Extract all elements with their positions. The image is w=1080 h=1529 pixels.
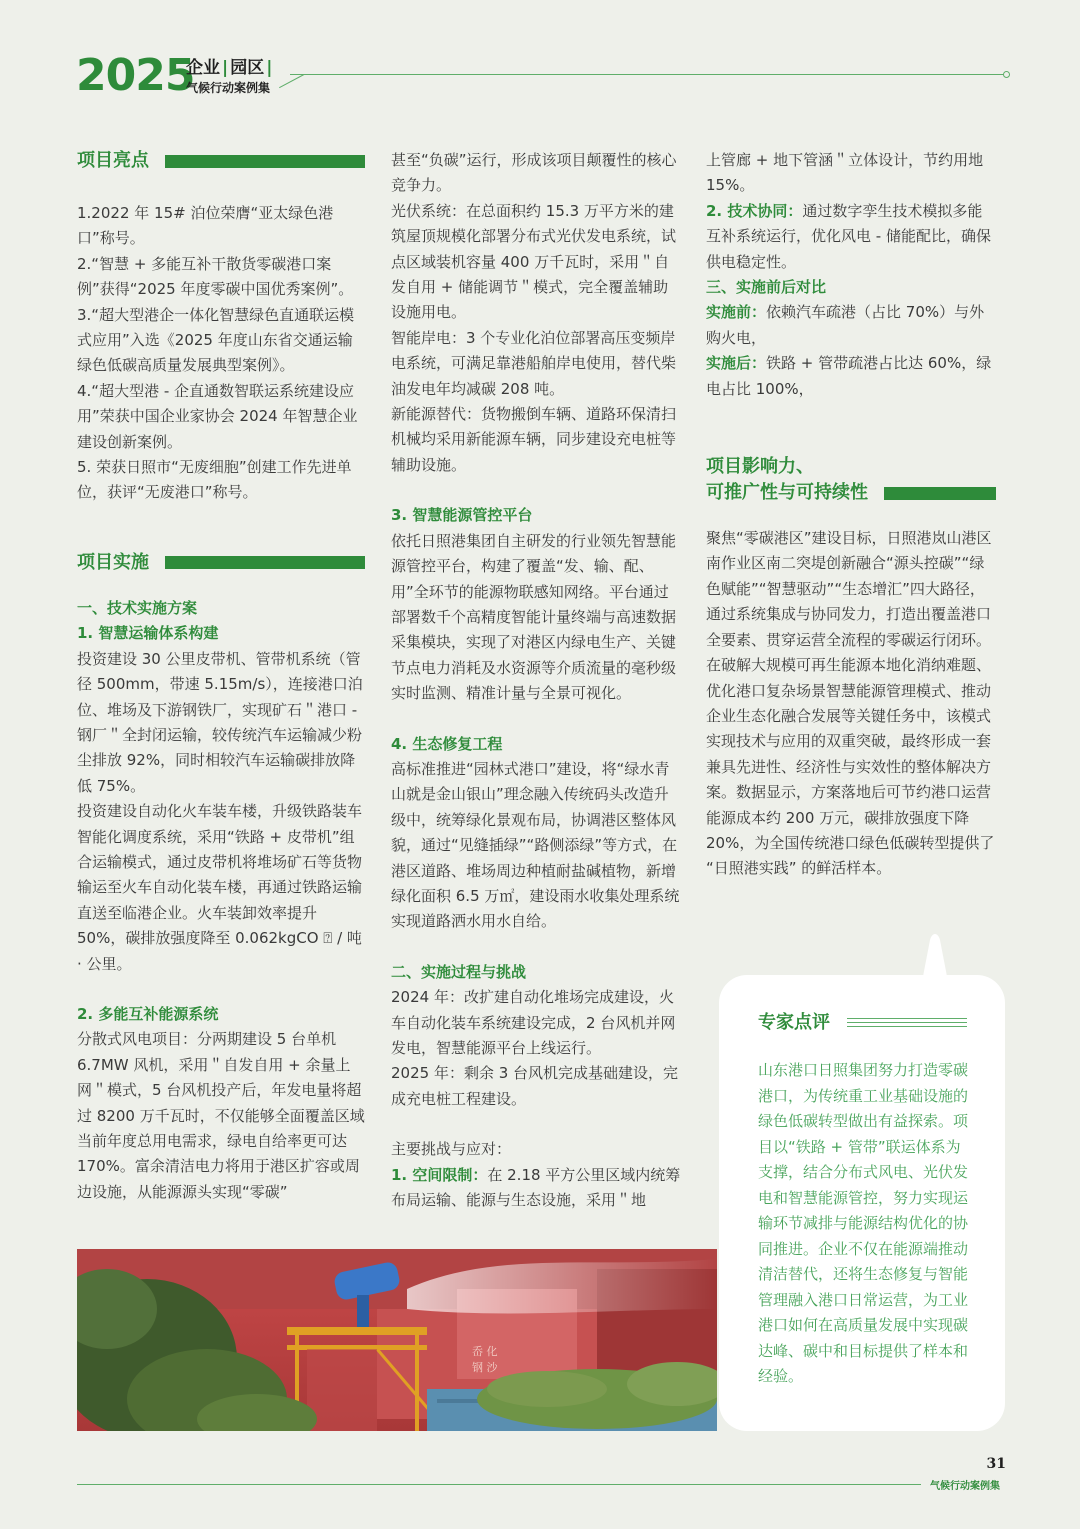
- section-implementation: [77, 550, 365, 576]
- header-year: 2025: [76, 50, 195, 101]
- compare-heading: 三、实施前后对比: [706, 278, 827, 297]
- header-subtitle: 气候行动案例集: [186, 81, 271, 95]
- header-title-company: 企业: [186, 58, 220, 78]
- section-title: 项目亮点: [77, 150, 149, 171]
- subheading-ecology: 4. 生态修复工程: [391, 734, 503, 753]
- section-title: 项目影响力、: [706, 456, 814, 478]
- after-text: 铁路 + 管带疏港占比达 60%，绿电占比 100%，: [706, 354, 992, 398]
- challenge-item: [706, 199, 996, 275]
- paragraph: 依托日照港集团自主研发的行业领先智慧能源管控平台，构建了覆盖“发、输、配、用”全环节的能源物联感知网络。平台通过部署数千个高精度智能计量终端与高速数据采集模块，实现了对港区内绿电生产、关键节点电力消耗及水资源等介质流量的毫秒级实时监测、精准计量与全景可视化。: [391, 531, 677, 703]
- ship-text-1: 岙 化: [472, 1345, 498, 1358]
- challenge-text: 通过数字孪生技术模拟多能互补系统运行，优化风电 - 储能配比，确保供电稳定性。: [706, 201, 991, 271]
- subheading-transport: 1. 智慧运输体系构建: [77, 624, 219, 643]
- footer-label: 气候行动案例集: [930, 1481, 1000, 1492]
- process-heading: 二、实施过程与挑战: [391, 962, 527, 981]
- challenge-label: 1. 空间限制：: [391, 1165, 488, 1184]
- expert-review-text: 山东港口日照集团努力打造零碳港口，为传统重工业基础设施的绿色低碳转型做出有益探索。项目以“铁路 + 管带”联运体系为支撑，结合分布式风电、光伏发电和智慧能源管控，努力实现运输环节减排与能源结构优化的协同推进。企业不仅在能源端推动清洁替代，还将生态修复与智能管理融入港口日常运营，为工业港口如何在高质量发展中实现碳达峰、碳中和目标提供了样本和经验。: [758, 1061, 969, 1385]
- before-item: [706, 300, 996, 351]
- section-title-bar: [165, 556, 365, 569]
- paragraph: 聚焦“零碳港区”建设目标，日照港岚山港区南作业区南二突堤创新融合“源头控碳”“绿色赋能”“智慧驱动”“生态增汇”四大路径，通过系统集成与协同发力，打造出覆盖港口全要素、贯穿运营全流程的零碳运行闭环。在破解大规模可再生能源本地化消纳难题、优化港口复杂场景智慧能源管理模式、推动企业生态化融合发展等关键任务中，该模式实现技术与应用的双重突破，最终形成一套兼具先进性、经济性与实效性的整体解决方案。数据显示，方案落地后可节约港口运营能源成本约 200 万元，碳排放强度下降 20%，为全国传统港口绿色低碳转型提供了 “日照港实践” 的鲜活样本。: [706, 529, 995, 878]
- column-left: [77, 148, 365, 1205]
- highlight-item: 4.“超大型港 - 企直通数智联运系统建设应用”荣获中国企业家协会 2024 年智慧企业建设创新案例。: [77, 381, 358, 451]
- column-middle: [391, 148, 681, 1213]
- section-impact: [706, 454, 996, 506]
- section-title-row: [706, 480, 996, 506]
- highlight-item: 5. 荣获日照市“无废细胞”创建工作先进单位，获评“无废港口”称号。: [77, 458, 352, 502]
- paragraph: 智能岸电：3 个专业化泊位部署高压变频岸电系统，可满足靠港船舶岸电使用，替代柴油发电年均减碳 208 吨。: [391, 328, 677, 398]
- header-divider-dot: [1003, 71, 1010, 78]
- subheading-platform: 3. 智慧能源管控平台: [391, 506, 533, 525]
- paragraph: 分散式风电项目：分两期建设 5 台单机 6.7MW 风机，采用＂自发自用 + 余量上网＂模式，5 台风机投产后，年发电量将超过 8200 万千瓦时，不仅能够全面覆盖区域当前年度总用电需求，绿电自给率更可达 170%。富余清洁电力将用于港区扩容或周边设施，从能源源头实现“零碳”: [77, 1030, 365, 1201]
- header-separator: |: [266, 58, 273, 78]
- paragraph: 投资建设自动化火车装车楼，升级铁路装车智能化调度系统，采用“铁路 + 皮带机”组合运输模式，通过皮带机将堆场矿石等货物输运至火车自动化装车楼，再通过铁路运输直送至临港企业。火车装卸效率提升 50%，碳排放强度降至 0.062kgCO ⍰ / 吨 · 公里。: [77, 802, 363, 973]
- after-item: [706, 351, 996, 402]
- header-divider-slant: [279, 74, 304, 88]
- highlight-item: 3.“超大型港企一体化智慧绿色直通联运模式应用”入选《2025 年度山东省交通运输绿色低碳高质量发展典型案例》。: [77, 305, 355, 375]
- paragraph: 2025 年：剩余 3 台风机完成基础建设，完成充电桩工程建设。: [391, 1064, 679, 1108]
- expert-review-title: 专家点评: [758, 1012, 830, 1033]
- ship-text-2: 钢 沙: [472, 1361, 498, 1374]
- paragraph: 光伏系统：在总面积约 15.3 万平方米的建筑屋顶规模化部署分布式光伏发电系统，试点区域装机容量 400 万千瓦时，采用＂自发自用 + 储能调节＂模式，完全覆盖辅助设施用电。: [391, 201, 677, 322]
- before-text: 依赖汽车疏港（占比 70%）与外购火电，: [706, 303, 985, 347]
- subheading-energy: 2. 多能互补能源系统: [77, 1004, 219, 1023]
- paragraph: 新能源替代：货物搬倒车辆、道路环保清扫机械均采用新能源车辆，同步建设充电桩等辅助设施。: [391, 405, 677, 474]
- page-number: 31: [986, 1456, 1006, 1472]
- header-title-park: 园区: [230, 58, 265, 78]
- highlight-item: 2.“智慧 + 多能互补干散货零碳港口案例”获得“2025 年度零碳中国优秀案例”。: [77, 254, 354, 299]
- port-photo: [77, 1249, 717, 1431]
- header-divider: [290, 74, 1006, 75]
- highlight-item: 1.2022 年 15# 泊位荣膺“亚太绿色港口”称号。: [77, 204, 334, 248]
- section-title-bar: [165, 155, 365, 168]
- column-right: [706, 148, 996, 882]
- paragraph: 高标准推进“园林式港口”建设，将“绿水青山就是金山银山”理念融入传统码头改造升级中，统筹绿化景观布局，协调港区整体风貌，通过“见缝插绿”“路侧添绿”等方式，在港区道路、堆场周边种植耐盐碱植物，新增绿化面积 6.5 万㎡，建设雨水收集处理系统实现道路洒水用水自给。: [391, 759, 680, 931]
- tech-plan-heading: 一、技术实施方案: [77, 598, 198, 617]
- paragraph: 2024 年：改扩建自动化堆场完成建设，火车自动化装车系统建设完成，2 台风机并网发电，智慧能源平台上线运行。: [391, 988, 676, 1057]
- challenge-item: [391, 1163, 681, 1214]
- section-title: 项目实施: [77, 551, 149, 573]
- paragraph: 甚至“负碳”运行，形成该项目颠覆性的核心竞争力。: [391, 151, 677, 195]
- challenge-text: 在 2.18 平方公里区域内统筹布局运输、能源与生态设施，采用＂地: [391, 1165, 681, 1210]
- challenge-intro: 主要挑战与应对：: [391, 1140, 512, 1159]
- footer-divider: [77, 1484, 921, 1485]
- expert-title-lines: [847, 1018, 967, 1030]
- paragraph: 上管廊 + 地下管涵＂立体设计，节约用地 15%。: [706, 151, 984, 195]
- header-title: [186, 57, 274, 79]
- paragraph: 投资建设 30 公里皮带机、管带机系统（管径 500mm，带速 5.15m/s），连接港口泊位、堆场及下游钢铁厂，实现矿石＂港口 - 钢厂＂全封闭运输，较传统汽车运输减少粉尘排放 92%，同时相较汽车运输碳排放降低 75%。: [77, 649, 363, 795]
- section-title: 可推广性与可持续性: [706, 482, 868, 504]
- after-label: 实施后：: [706, 354, 767, 373]
- challenge-label: 2. 技术协同：: [706, 201, 803, 220]
- section-highlights: [77, 148, 365, 174]
- port-photo-illustration: [77, 1249, 717, 1431]
- header-separator: |: [222, 58, 229, 78]
- before-label: 实施前：: [706, 303, 767, 322]
- section-title-bar: [884, 487, 996, 500]
